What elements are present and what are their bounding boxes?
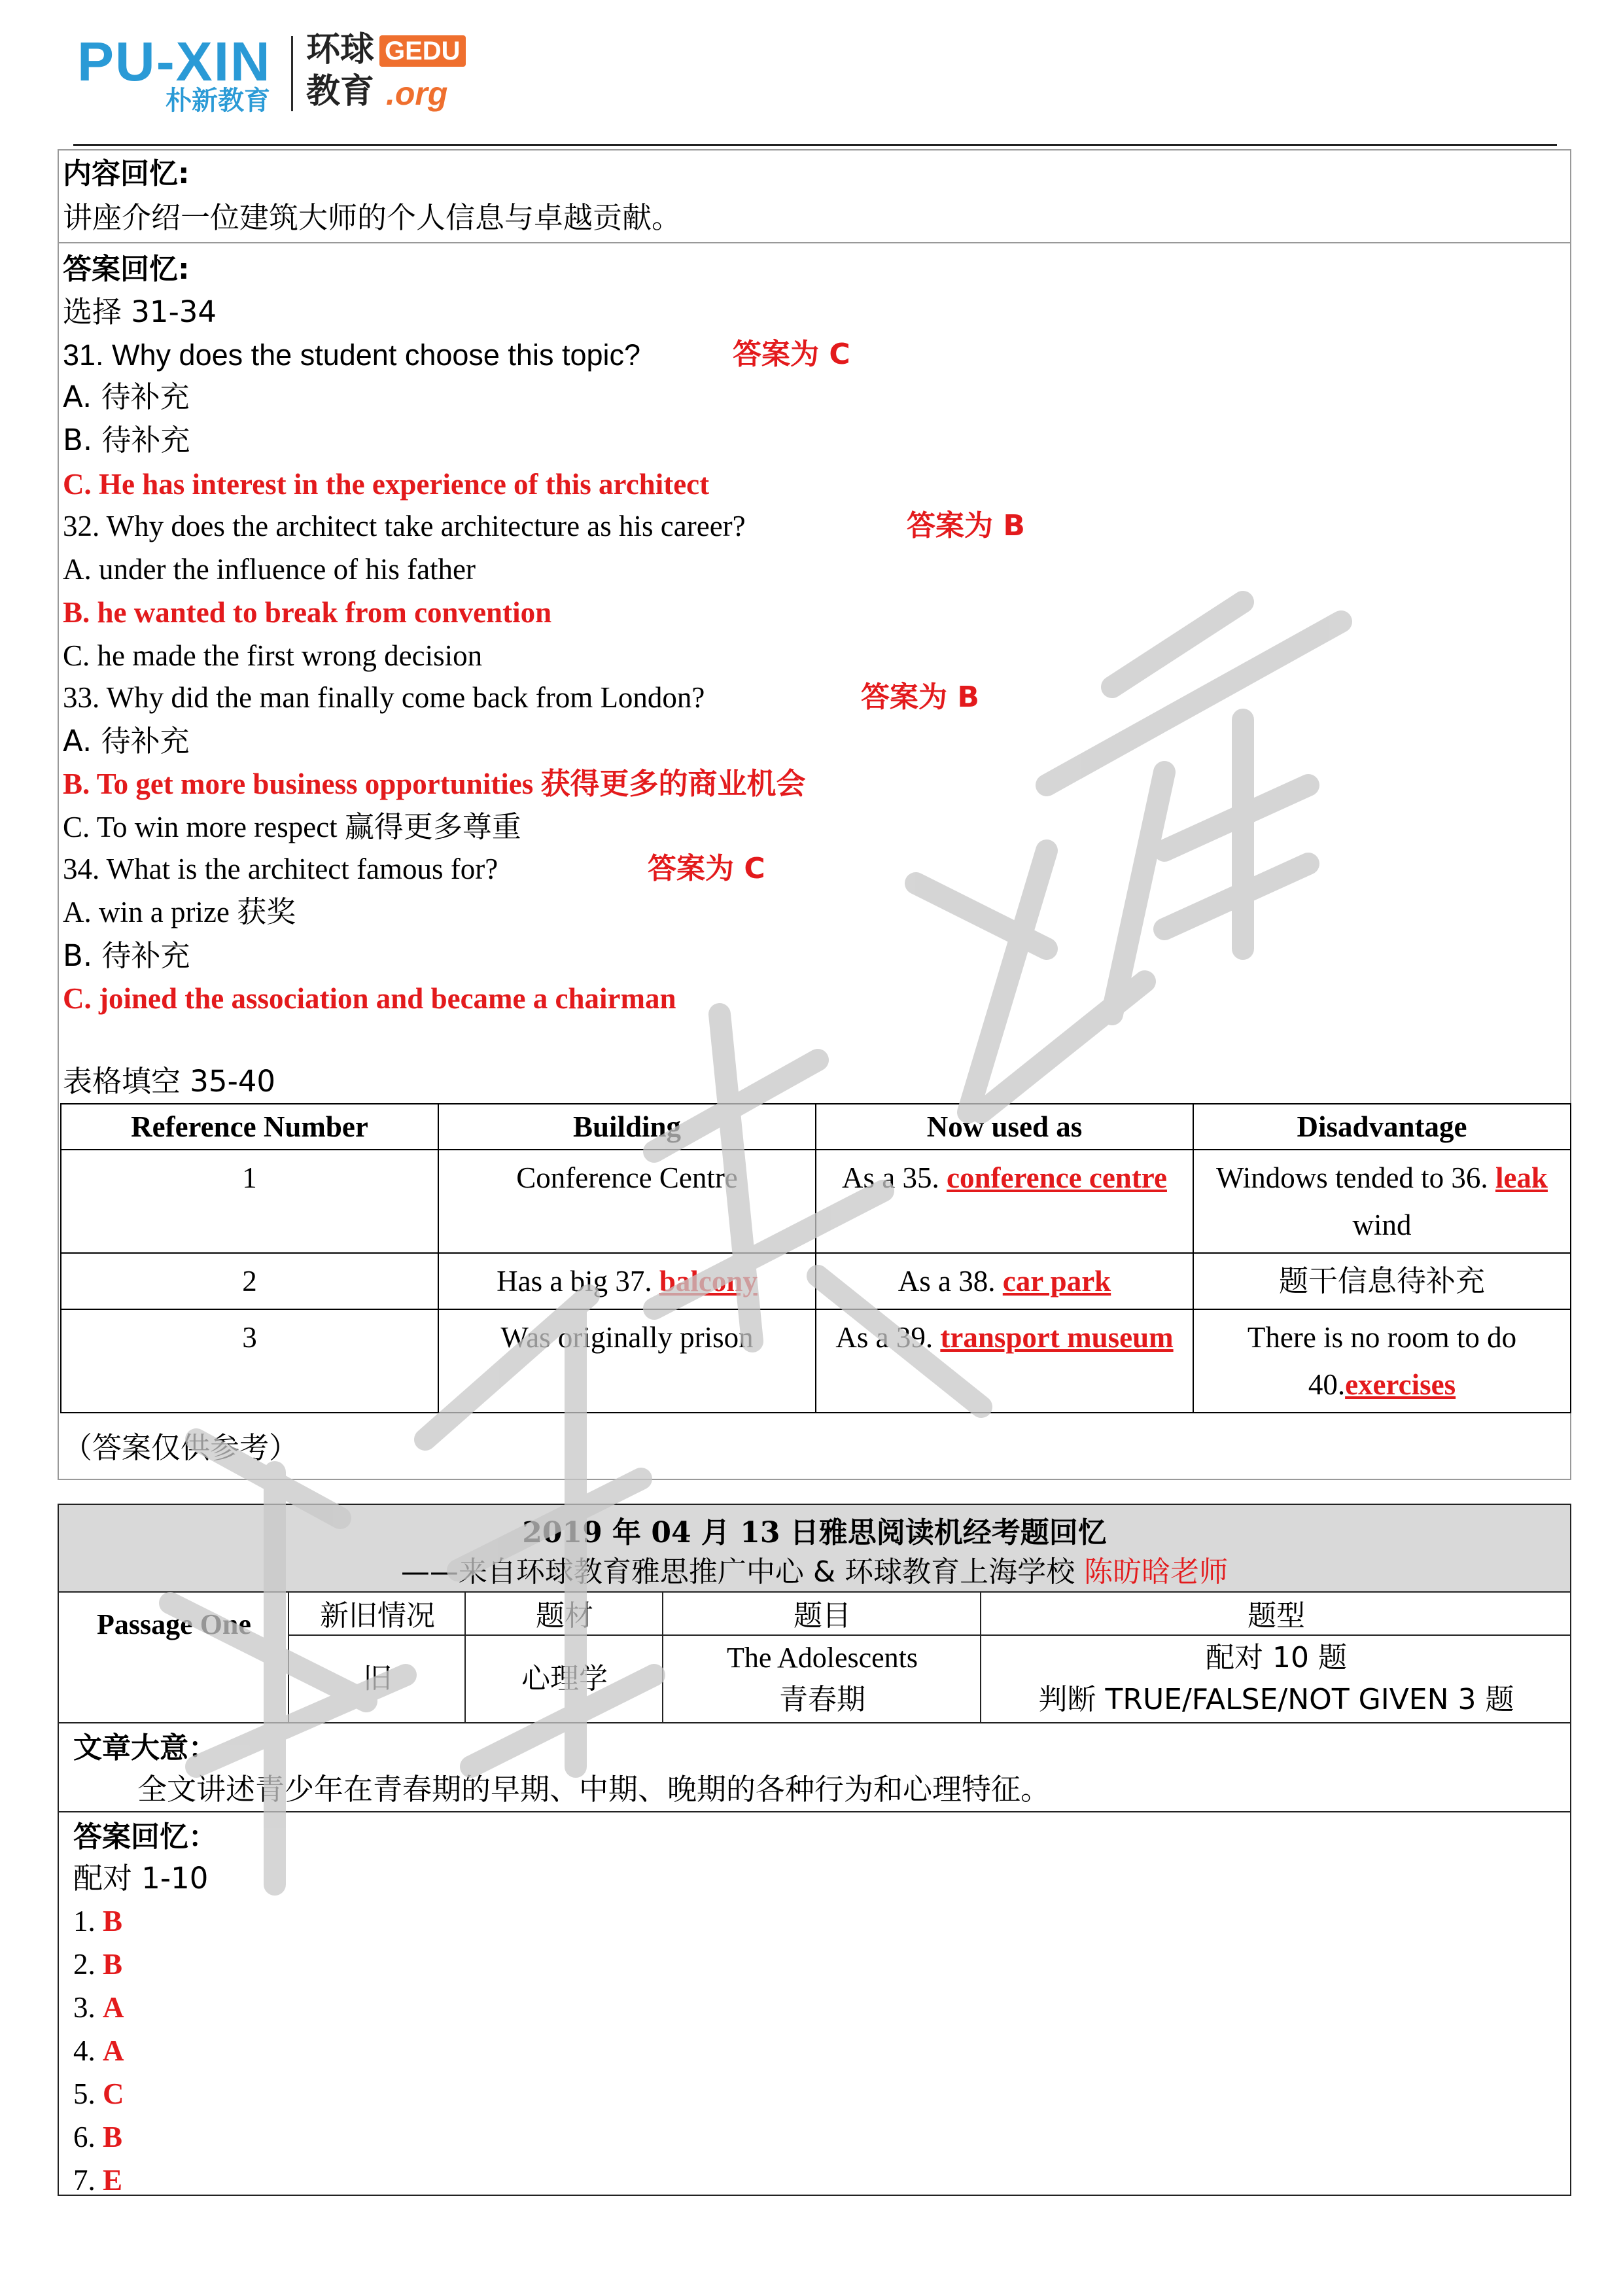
answer-34: 答案为 C (648, 852, 765, 885)
answer-35: conference centre (947, 1161, 1167, 1194)
col-header-qtype: 题型 (1248, 1599, 1305, 1633)
answer-32: 答案为 B (907, 509, 1025, 542)
cell-used-text: As a 35. (842, 1161, 947, 1194)
summary-divider (59, 1811, 1570, 1812)
cell-disadvantage (1193, 1150, 1571, 1253)
cell-building-text: Has a big 37. (497, 1265, 659, 1298)
list-item: 5. C (73, 2077, 124, 2110)
option-32a: A. under the influence of his father (63, 553, 476, 586)
cell-dis-post: wind (1352, 1209, 1412, 1241)
option-33c: C. To win more respect 赢得更多尊重 (63, 811, 521, 843)
option-31b: B. 待补充 (63, 423, 190, 457)
reading-subtitle (59, 1548, 1570, 1590)
table-row (61, 1150, 1571, 1253)
answer-value: B (103, 1905, 123, 1937)
reading-subtitle-source: ——来自环球教育雅思推广中心 & 环球教育上海学校 (400, 1555, 1085, 1589)
cell-building-text: Was originally prison (500, 1321, 754, 1354)
list-item: 3. A (73, 1991, 124, 2024)
summary-heading: 文章大意： (73, 1731, 217, 1765)
reading-title: 2019 年 04 月 13 日雅思阅读机经考题回忆 (522, 1516, 1107, 1549)
cell-dis-text: There is no room to do 40. (1247, 1321, 1517, 1401)
content-heading: 内容回忆: (63, 157, 190, 190)
list-item: 2. B (73, 1948, 123, 1981)
cell-used (816, 1150, 1193, 1253)
list-item: 6. B (73, 2121, 123, 2153)
gedu-logo-cn2: 教育 (306, 72, 375, 111)
list-item: 7. E (73, 2164, 123, 2197)
cell-ref: 1 (61, 1150, 438, 1253)
answer-value: A (103, 1991, 124, 2024)
cell-building (438, 1309, 816, 1413)
answer-value: A (103, 2034, 124, 2067)
puxin-logo-cn: 朴新教育 (166, 86, 270, 116)
answer-value: B (103, 2121, 123, 2153)
col-header-title: 题目 (794, 1599, 851, 1633)
row-divider (59, 242, 1570, 243)
reference-note: （答案仅供参考） (63, 1430, 299, 1465)
header-rule (73, 144, 1557, 146)
option-34c: C. joined the association and became a chairman (63, 982, 676, 1015)
fill-table (60, 1103, 1571, 1413)
question-33: 33. Why did the man finally come back from London? (63, 681, 705, 714)
cell-dis-text: Windows tended to 36. (1216, 1161, 1495, 1194)
cell-ref: 3 (61, 1309, 438, 1413)
question-32: 32. Why does the architect take architecture as his career? (63, 510, 746, 542)
puxin-logo (77, 31, 273, 116)
answer-40: exercises (1345, 1368, 1456, 1401)
header-building: Building (438, 1104, 816, 1150)
gedu-logo (306, 30, 476, 115)
cell-ref: 2 (61, 1253, 438, 1309)
reading-recall-box (58, 1504, 1571, 2196)
answer-39: transport museum (940, 1321, 1174, 1354)
answer-value: B (103, 1948, 123, 1981)
answer-value: C (103, 2077, 124, 2110)
header-used-as: Now used as (816, 1104, 1193, 1150)
option-31a: A. 待补充 (63, 380, 190, 414)
header-disadvantage: Disadvantage (1193, 1104, 1571, 1150)
mc-range: 选择 31-34 (63, 294, 217, 329)
option-32b: B. he wanted to break from convention (63, 596, 552, 629)
cell-building (438, 1150, 816, 1253)
cell-used (816, 1309, 1193, 1413)
answer-38: car park (1002, 1265, 1111, 1298)
subject-value: 心理学 (521, 1662, 608, 1695)
qtype-1: 配对 10 题 (1206, 1641, 1347, 1674)
summary-text: 全文讲述青少年在青春期的早期、中期、晚期的各种行为和心理特征。 (137, 1772, 1051, 1807)
col-header-subject: 题材 (536, 1599, 593, 1633)
answer-value: E (103, 2164, 123, 2197)
option-32c: C. he made the first wrong decision (63, 639, 483, 672)
logo-divider (291, 36, 293, 111)
col-header-status: 新旧情况 (320, 1599, 435, 1633)
reading-title-bar (59, 1505, 1570, 1593)
listening-recall-box (58, 149, 1571, 1480)
list-item: 4. A (73, 2034, 124, 2067)
answer-37: balcony (659, 1265, 758, 1298)
table-range: 表格填空 35-40 (63, 1064, 276, 1099)
title-cn: 青春期 (779, 1683, 865, 1716)
table-row (61, 1253, 1571, 1309)
cell-disadvantage (1193, 1309, 1571, 1413)
gedu-logo-cn1: 环球 (306, 30, 375, 69)
cell-used (816, 1253, 1193, 1309)
table-row (61, 1309, 1571, 1413)
option-33a: A. 待补充 (63, 724, 190, 758)
question-31: 31. Why does the student choose this topic? (63, 338, 641, 372)
teacher-name: 陈昉晗老师 (1084, 1555, 1229, 1589)
gedu-logo-org: .org (386, 75, 448, 112)
option-34a: A. win a prize 获奖 (63, 896, 296, 928)
option-31c: C. He has interest in the experience of this architect (63, 468, 710, 501)
content-text: 讲座介绍一位建筑大师的个人信息与卓越贡献。 (63, 200, 682, 235)
cell-disadvantage (1193, 1253, 1571, 1309)
puxin-logo-text: PU-XIN (77, 31, 271, 92)
match-range: 配对 1-10 (73, 1861, 209, 1896)
answer-heading-reading: 答案回忆： (73, 1820, 217, 1854)
grid-bottom-divider (59, 1722, 1570, 1723)
list-item: 1. B (73, 1905, 123, 1937)
option-33b: B. To get more business opportunities 获得更多的商业机会 (63, 768, 806, 800)
title-en: The Adolescents (726, 1642, 918, 1674)
answer-33: 答案为 B (861, 680, 979, 714)
cell-used-text: As a 38. (898, 1265, 1003, 1298)
header-reference: Reference Number (61, 1104, 438, 1150)
table-header-row (61, 1104, 1571, 1150)
answer-31: 答案为 C (733, 338, 850, 371)
cell-used-text: As a 39. (835, 1321, 941, 1354)
qtype-2: 判断 TRUE/FALSE/NOT GIVEN 3 题 (1038, 1683, 1514, 1716)
option-34b: B. 待补充 (63, 938, 190, 973)
question-34: 34. What is the architect famous for? (63, 853, 498, 885)
gedu-logo-badge: GEDU (379, 35, 466, 67)
cell-building-text: Conference Centre (516, 1161, 738, 1194)
cell-dis-text: 题干信息待补充 (1278, 1263, 1485, 1298)
status-value: 旧 (363, 1662, 392, 1695)
answer-36: leak (1495, 1161, 1548, 1194)
passage-label: Passage One (97, 1608, 251, 1640)
answer-heading: 答案回忆: (63, 253, 190, 286)
cell-building (438, 1253, 816, 1309)
